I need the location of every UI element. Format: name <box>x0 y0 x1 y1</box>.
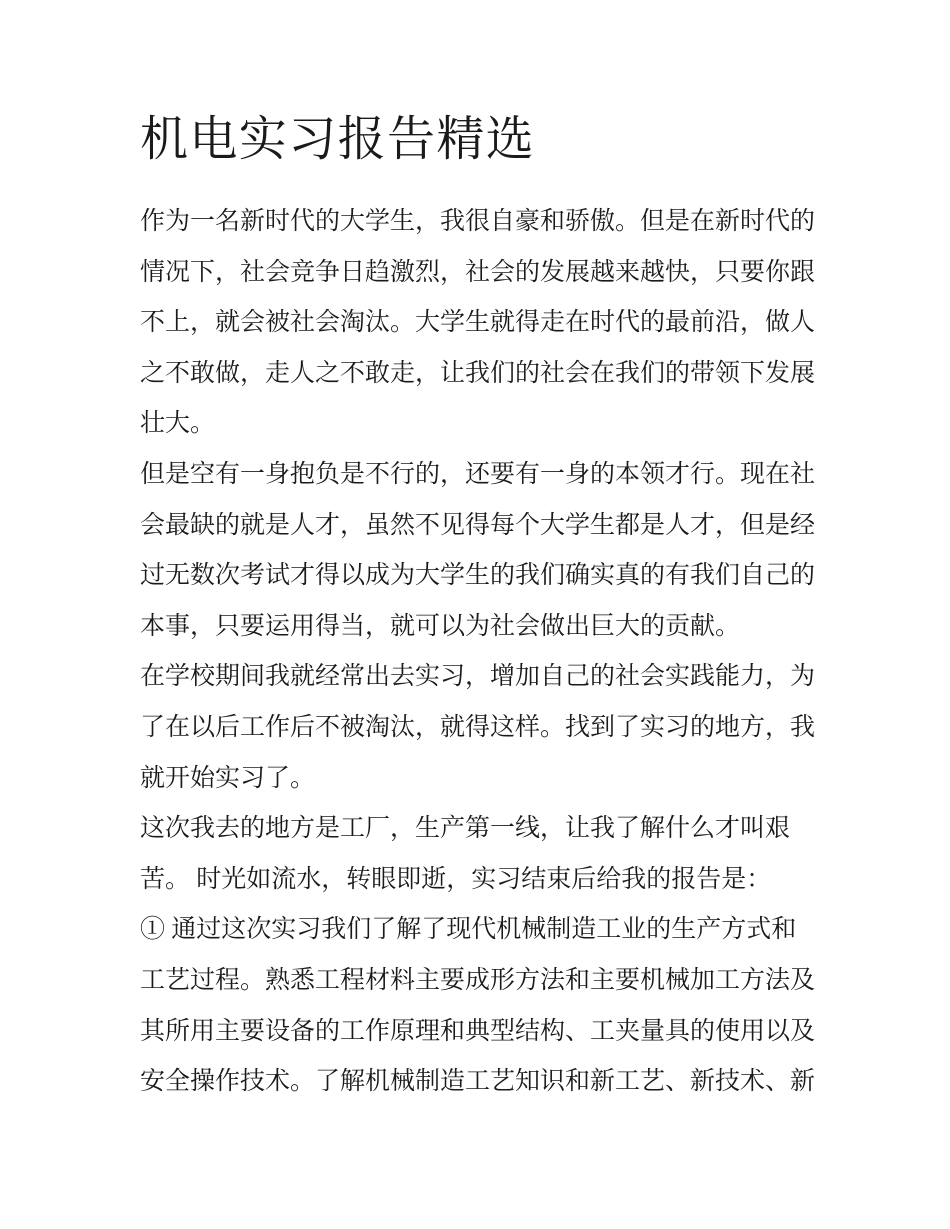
text-line: 不上，就会被社会淘汰。大学生就得走在时代的最前沿，做人 <box>140 309 816 337</box>
text-line: 作为一名新时代的大学生，我很自豪和骄傲。但是在新时代的 <box>140 208 816 235</box>
text-line: 这次我去的地方是工厂，生产第一线，让我了解什么才叫艰 <box>140 815 791 843</box>
text-line: 就开始实习了。 <box>140 764 316 792</box>
text-line: 之不敢做，走人之不敢走，让我们的社会在我们的带领下发展 <box>140 359 816 387</box>
text-line: 过无数次考试才得以成为大学生的我们确实真的有我们自己的 <box>140 562 816 590</box>
document-title: 机电实习报告精选 <box>140 113 536 166</box>
text-line: 但是空有一身抱负是不行的，还要有一身的本领才行。现在社 <box>140 460 816 488</box>
text-line: 其所用主要设备的工作原理和典型结构、工夹量具的使用以及 <box>140 1017 816 1045</box>
text-line: 壮大。 <box>140 410 216 438</box>
text-line: 在学校期间我就经常出去实习，增加自己的社会实践能力，为 <box>140 663 816 691</box>
text-line: 安全操作技术。了解机械制造工艺知识和新工艺、新技术、新 <box>140 1068 816 1096</box>
text-line: ① 通过这次实习我们了解了现代机械制造工业的生产方式和 <box>140 916 797 944</box>
text-line: 会最缺的就是人才，虽然不见得每个大学生都是人才，但是经 <box>140 511 816 539</box>
text-line: 工艺过程。熟悉工程材料主要成形方法和主要机械加工方法及 <box>140 966 816 994</box>
text-line: 本事，只要运用得当，就可以为社会做出巨大的贡献。 <box>140 612 741 640</box>
text-line: 苦。 时光如流水，转眼即逝，实习结束后给我的报告是： <box>140 865 772 893</box>
text-line: 了在以后工作后不被淘汰，就得这样。找到了实习的地方，我 <box>140 713 816 741</box>
document-body <box>140 197 830 1108</box>
text-line: 情况下，社会竞争日趋激烈，社会的发展越来越快，只要你跟 <box>140 258 816 286</box>
